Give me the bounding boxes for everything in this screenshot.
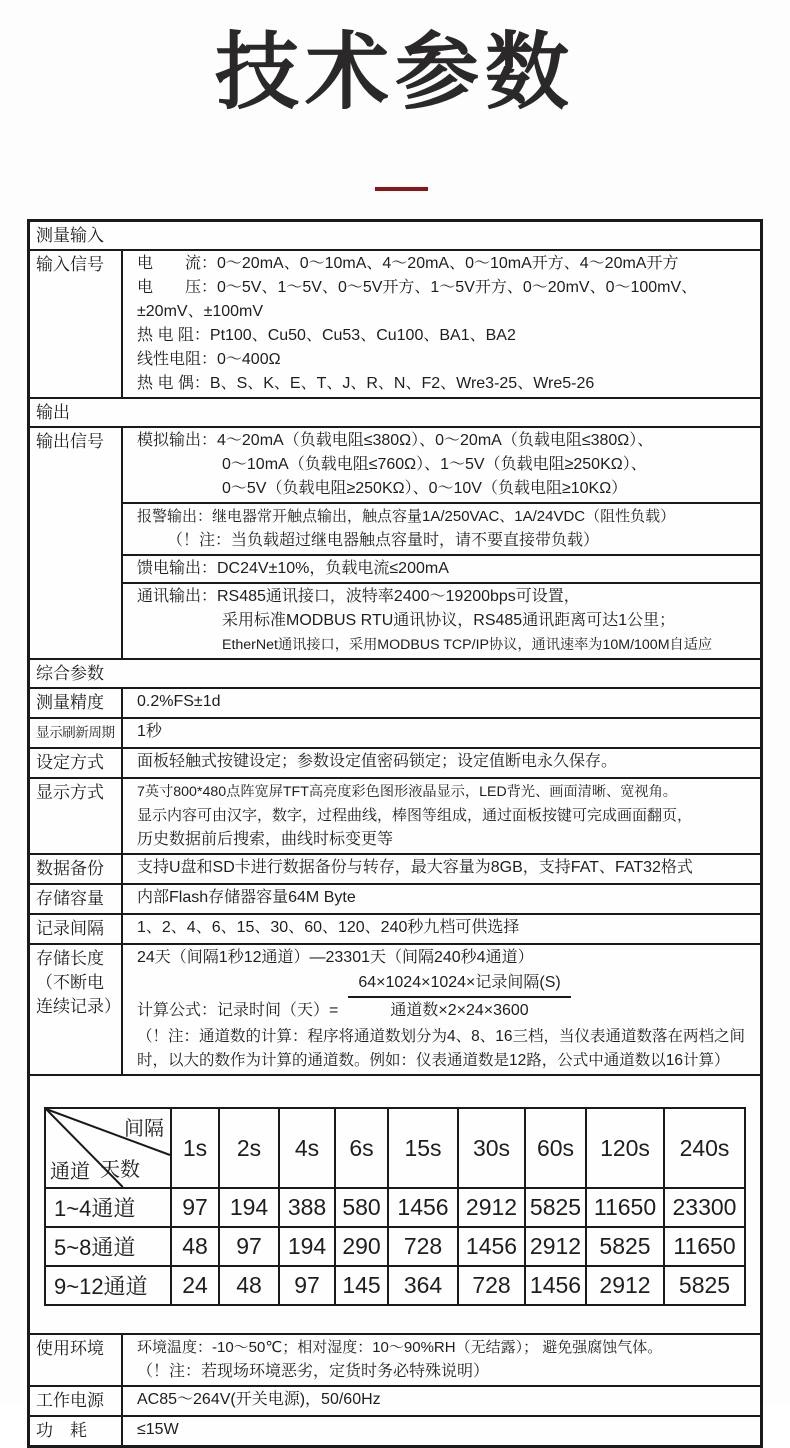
page-title: 技术参数 [214, 25, 575, 119]
matrix-cell: 5825 [586, 1227, 664, 1266]
formula-fraction [348, 971, 570, 1023]
row-value: ≤15W [137, 1421, 179, 1438]
fraction-numerator: 64×1024×1024×记录间隔(S) [348, 971, 570, 998]
row-value: 0.2%FS±1d [137, 693, 221, 710]
row-value [123, 779, 760, 853]
feed-output-block [123, 554, 760, 582]
spec-row-setting [30, 747, 760, 777]
alarm-output-block [123, 502, 760, 554]
formula-prefix: 计算公式：记录时间（天）= [137, 1002, 339, 1019]
value-line: 热 电 阻：Pt100、Cu50、Cu53、Cu100、BA1、BA2 [137, 327, 516, 344]
matrix-cell: 2912 [458, 1188, 525, 1227]
matrix-col-header: 4s [279, 1108, 335, 1188]
matrix-cell: 364 [388, 1266, 458, 1305]
value-line: 7英寸800*480点阵宽屏TFT高亮度彩色图形液晶显示，LED背光、画面清晰、宽视角。 [137, 784, 677, 800]
matrix-cell: 23300 [664, 1188, 745, 1227]
value-line: 历史数据前后搜索，曲线时标变更等 [137, 831, 394, 848]
value-line: 环境温度：-10～50℃；相对湿度：10～90%RH（无结露）； 避免强腐蚀气体。 [137, 1339, 663, 1356]
spec-row-power [30, 1385, 760, 1415]
corner-label-days: 天数 [100, 1159, 140, 1181]
label-line: 存储长度 [36, 949, 104, 968]
matrix-cell: 97 [279, 1266, 335, 1305]
matrix-cell: 728 [458, 1266, 525, 1305]
matrix-row-label: 1~4通道 [45, 1188, 171, 1227]
matrix-corner-cell [45, 1108, 171, 1188]
fraction-denominator: 通道数×2×24×3600 [390, 1002, 529, 1019]
matrix-col-header: 1s [171, 1108, 219, 1188]
matrix-cell: 5825 [664, 1266, 745, 1305]
section-row-output [30, 397, 760, 426]
row-label: 输入信号 [30, 251, 123, 397]
value-line: （！注：当负载超过继电器触点容量时，请不要直接带负载） [167, 532, 600, 549]
matrix-col-header: 15s [388, 1108, 458, 1188]
section-header: 测量输入 [36, 226, 104, 245]
comm-output-block [123, 582, 760, 658]
row-value: 1秒 [137, 723, 162, 740]
row-label: 记录间隔 [30, 915, 123, 943]
section-row-general [30, 658, 760, 687]
spec-row-capacity [30, 883, 760, 913]
storage-range-line: 24天（间隔1秒12通道）—23301天（间隔240秒4通道） [137, 949, 534, 966]
row-label: 测量精度 [30, 689, 123, 717]
matrix-col-header: 2s [219, 1108, 279, 1188]
matrix-cell: 24 [171, 1266, 219, 1305]
matrix-cell: 2912 [586, 1266, 664, 1305]
matrix-cell: 1456 [458, 1227, 525, 1266]
row-label: 输出信号 [30, 428, 123, 658]
matrix-cell: 48 [171, 1227, 219, 1266]
title-accent-line [375, 187, 428, 191]
row-label: 设定方式 [30, 749, 123, 777]
row-value: 面板轻触式按键设定；参数设定值密码锁定；设定值断电永久保存。 [137, 753, 618, 770]
value-line: 采用标准MODBUS RTU通讯协议，RS485通讯距离可达1公里； [222, 612, 676, 629]
row-value [123, 1335, 760, 1385]
value-line: 显示内容可由汉字，数字，过程曲线，棒图等组成，通过面板按键可完成画面翻页， [137, 807, 693, 824]
row-value: AC85～264V(开关电源)，50/60Hz [137, 1391, 381, 1408]
matrix-cell: 1456 [525, 1266, 586, 1305]
value-line: 线性电阻：0～400Ω [137, 351, 281, 368]
matrix-cell: 1456 [388, 1188, 458, 1227]
matrix-row-label: 9~12通道 [45, 1266, 171, 1305]
matrix-cell: 194 [279, 1227, 335, 1266]
matrix-cell: 2912 [525, 1227, 586, 1266]
matrix-cell: 290 [335, 1227, 388, 1266]
matrix-row [45, 1227, 745, 1266]
section-row-measure-input [30, 222, 760, 249]
matrix-cell: 48 [219, 1266, 279, 1305]
spec-row-display [30, 777, 760, 853]
row-label [30, 945, 123, 1074]
value-line: 电 流：0～20mA、0～10mA、4～20mA、0～10mA开方、4～20mA开方 [137, 255, 679, 272]
value-line: （！注：若现场环境恶劣，定货时务必特殊说明） [137, 1363, 490, 1380]
spec-table [27, 219, 763, 1448]
matrix-row [45, 1266, 745, 1305]
analog-output-block [123, 428, 760, 502]
value-line: 0～10mA（负载电阻≤760Ω）、1～5V（负载电阻≥250KΩ）、 [222, 456, 647, 473]
matrix-cell: 580 [335, 1188, 388, 1227]
row-label: 使用环境 [30, 1335, 123, 1385]
spec-row-interval [30, 913, 760, 943]
corner-label-channel: 通道 [50, 1161, 90, 1183]
spec-row-storage-matrix [30, 1074, 760, 1333]
matrix-col-header: 240s [664, 1108, 745, 1188]
value-line: 馈电输出：DC24V±10%，负载电流≤200mA [137, 560, 449, 577]
label-line: （不断电 [36, 973, 104, 992]
spec-row-accuracy [30, 687, 760, 717]
value-line: EtherNet通讯接口，采用MODBUS TCP/IP协议，通讯速率为10M/100M自适应 [222, 637, 713, 653]
value-line: 模拟输出：4～20mA（负载电阻≤380Ω）、0～20mA（负载电阻≤380Ω）、 [137, 432, 654, 449]
value-line: ±20mV、±100mV [137, 303, 264, 320]
row-label: 显示方式 [30, 779, 123, 853]
spec-row-backup [30, 853, 760, 883]
spec-row-input-signal [30, 249, 760, 397]
matrix-cell: 11650 [586, 1188, 664, 1227]
row-label: 显示刷新周期 [30, 719, 123, 747]
matrix-cell: 5825 [525, 1188, 586, 1227]
value-line: 热 电 偶：B、S、K、E、T、J、R、N、F2、Wre3-25、Wre5-26 [137, 375, 595, 392]
spec-row-environment [30, 1333, 760, 1385]
matrix-container [30, 1076, 746, 1333]
value-line: 报警输出：继电器常开触点输出，触点容量1A/250VAC、1A/24VDC（阻性负载） [137, 508, 676, 525]
matrix-cell: 194 [219, 1188, 279, 1227]
spec-row-storage-length [30, 943, 760, 1074]
value-line: 通讯输出：RS485通讯接口，波特率2400～19200bps可设置， [137, 588, 580, 605]
matrix-cell: 728 [388, 1227, 458, 1266]
row-value: 内部Flash存储器容量64M Byte [137, 889, 356, 906]
corner-label-interval: 间隔 [124, 1118, 164, 1140]
row-label: 功 耗 [30, 1417, 123, 1445]
row-label: 数据备份 [30, 855, 123, 883]
matrix-col-header: 60s [525, 1108, 586, 1188]
row-value [123, 945, 760, 1074]
matrix-cell: 145 [335, 1266, 388, 1305]
matrix-cell: 97 [219, 1227, 279, 1266]
row-label: 存储容量 [30, 885, 123, 913]
matrix-cell: 97 [171, 1188, 219, 1227]
matrix-row-label: 5~8通道 [45, 1227, 171, 1266]
matrix-cell: 11650 [664, 1227, 745, 1266]
value-line: 0～5V（负载电阻≥250KΩ）、0～10V（负载电阻≥10KΩ） [222, 480, 628, 497]
spec-row-consumption [30, 1415, 760, 1445]
matrix-col-header: 120s [586, 1108, 664, 1188]
spec-row-refresh [30, 717, 760, 747]
storage-note: （！注：通道数的计算：程序将通道数划分为4、8、16三档，当仪表通道数落在两档之间时，以大的数作为计算的通道数。例如：仪表通道数是12路，公式中通道数以16计算） [137, 1028, 745, 1069]
matrix-row [45, 1188, 745, 1227]
matrix-col-header: 6s [335, 1108, 388, 1188]
row-label: 工作电源 [30, 1387, 123, 1415]
value-line: 电 压：0～5V、1～5V、0～5V开方、1～5V开方、0～20mV、0～100mV、 [137, 279, 698, 296]
row-value [123, 428, 760, 658]
row-value: 1、2、4、6、15、30、60、120、240秒九档可供选择 [137, 919, 520, 936]
label-line: 连续记录） [36, 997, 121, 1016]
row-value: 支持U盘和SD卡进行数据备份与转存，最大容量为8GB，支持FAT、FAT32格式 [137, 859, 693, 876]
section-header: 输出 [36, 403, 70, 422]
spec-row-output-signal [30, 426, 760, 658]
storage-formula [137, 971, 754, 1023]
section-header: 综合参数 [36, 664, 104, 683]
storage-days-matrix [44, 1107, 746, 1306]
matrix-cell: 388 [279, 1188, 335, 1227]
matrix-col-header: 30s [458, 1108, 525, 1188]
row-value [123, 251, 760, 397]
